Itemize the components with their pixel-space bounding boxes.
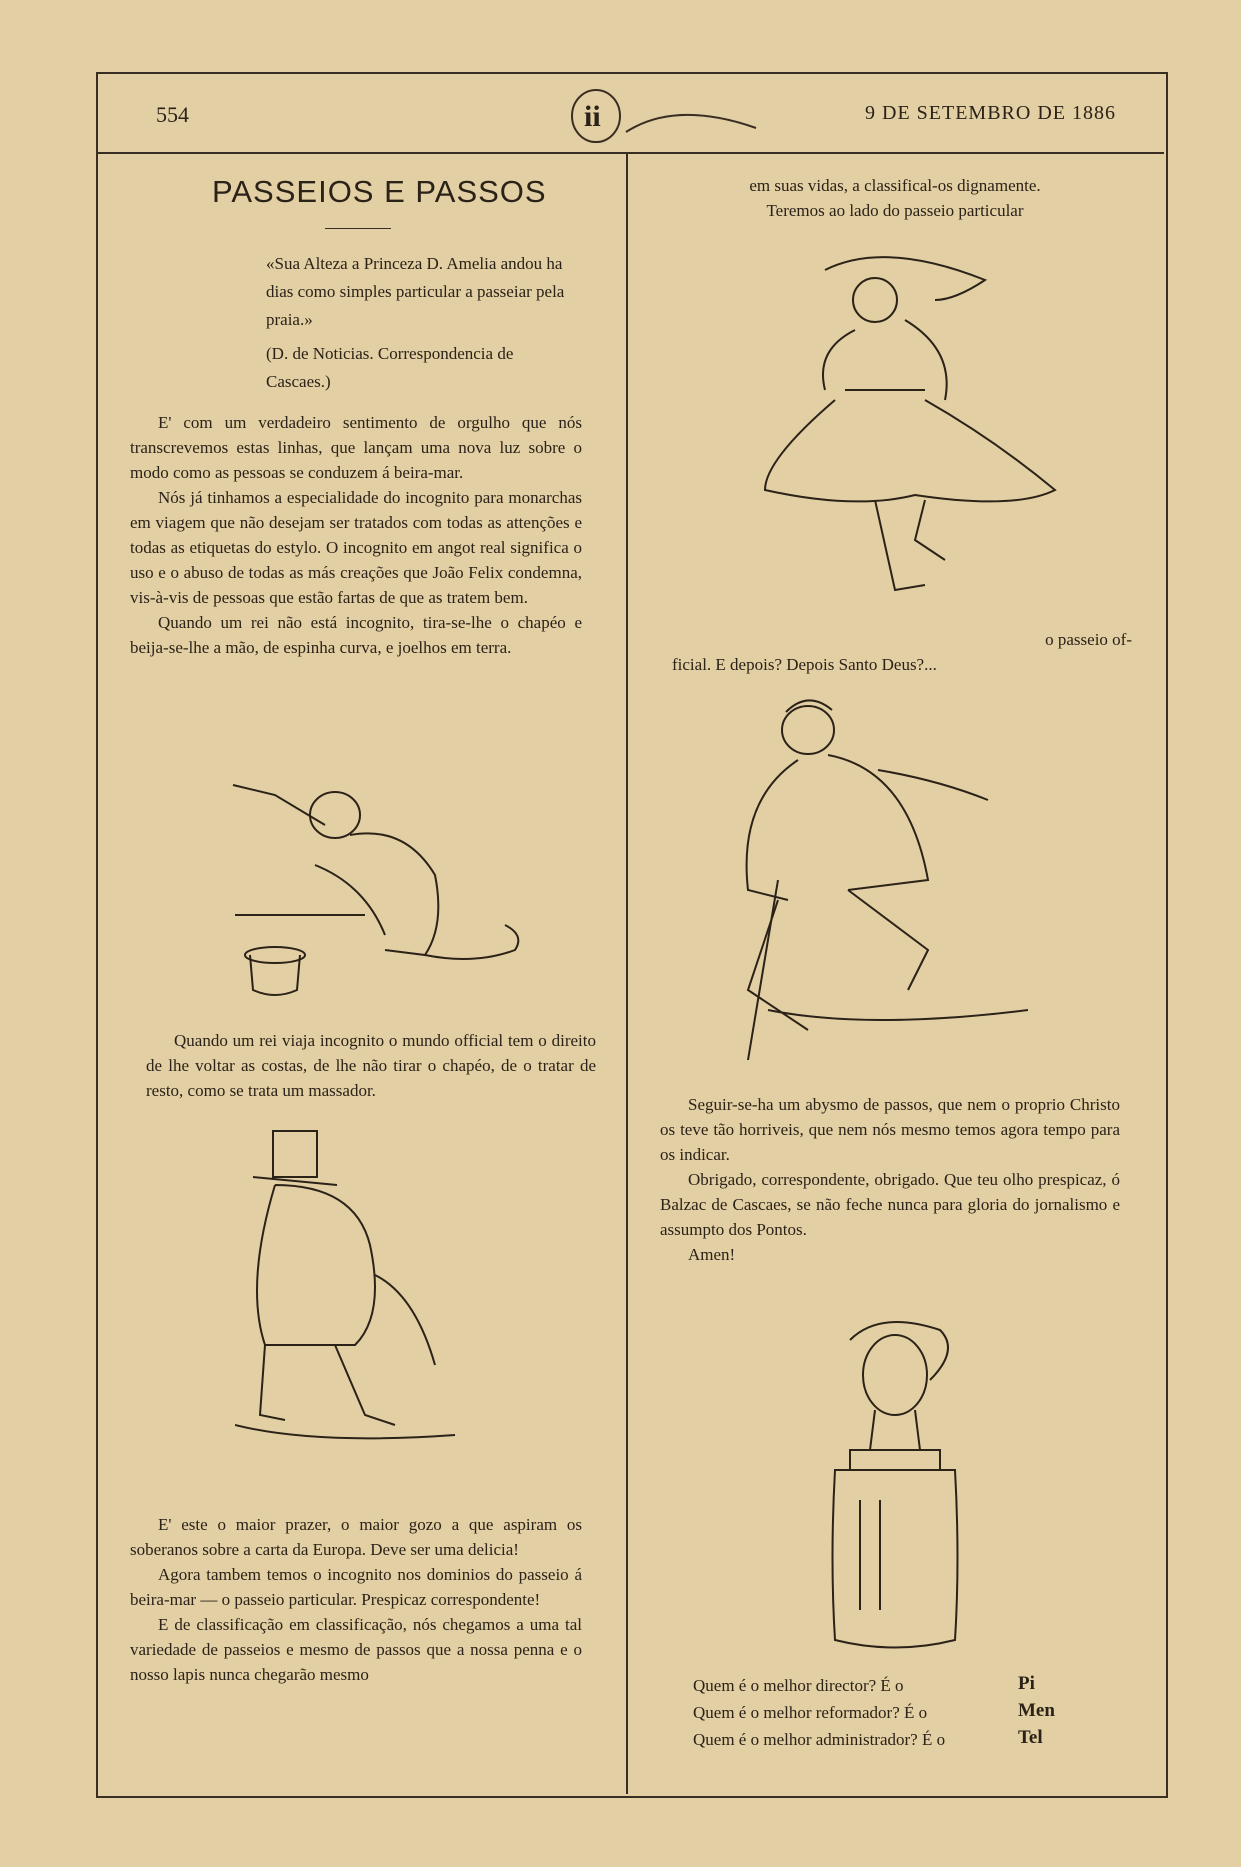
question-2: Quem é o melhor reformador? É o xyxy=(693,1703,928,1722)
right-text-block-1 xyxy=(660,173,1130,223)
title-rule xyxy=(325,228,391,229)
answer-3: Tel xyxy=(1018,1727,1043,1748)
answer-list xyxy=(1018,1670,1055,1751)
left-paragraph-2: Nós já tinhamos a especialidade do incognito para monarchas em viagem que não desejam ser tratados com todas as attenções e todas as etiquetas do estylo. O incognito em angot real significa o uso e o abuso de todas as más creações que João Felix condemna, vis-à-vis de pessoas que estão fartas de que as tratem bem. xyxy=(130,488,582,607)
right-paragraph-1: em suas vidas, a classifical-os dignamente. xyxy=(749,176,1041,195)
question-list xyxy=(693,1672,1013,1753)
page-header xyxy=(96,72,1164,154)
top-hat-man-illustration xyxy=(235,1125,505,1470)
right-paragraph-4: Obrigado, correspondente, obrigado. Que teu olho prespicaz, ó Balzac de Cascaes, se não feche nunca para gloria do jornalismo e assumpto dos Pontos. xyxy=(660,1170,1120,1239)
masthead-logo xyxy=(556,80,796,148)
left-paragraph-3: Quando um rei não está incognito, tira-se-lhe o chapéo e beija-se-lhe a mão, de espinha curva, e joelhos em terra. xyxy=(130,613,582,657)
walking-man-illustration xyxy=(728,690,1028,1070)
question-1: Quem é o melhor director? É o xyxy=(693,1676,904,1695)
left-text-block-3 xyxy=(130,1512,582,1687)
left-paragraph-5: E' este o maior prazer, o maior gozo a que aspiram os soberanos sobre a carta da Europa. Deve ser uma delicia! xyxy=(130,1515,582,1559)
issue-date: 9 DE SETEMBRO DE 1886 xyxy=(865,102,1116,124)
article-epigraph xyxy=(266,250,582,334)
kneeling-man-illustration xyxy=(215,765,595,1005)
masthead-emblem-icon xyxy=(556,80,796,148)
right-paragraph-2: Teremos ao lado do passeio particular xyxy=(766,201,1024,220)
article-title: PASSEIOS E PASSOS xyxy=(212,174,547,209)
right-paragraph-5: Amen! xyxy=(688,1245,736,1264)
right-caption-line-1: o passeio of- xyxy=(1045,630,1132,649)
left-text-block-1 xyxy=(130,410,582,660)
answer-1: Pi xyxy=(1018,1673,1035,1694)
question-3: Quem é o melhor administrador? É o xyxy=(693,1730,946,1749)
page-number: 554 xyxy=(156,102,189,127)
left-text-block-2 xyxy=(146,1028,596,1103)
bust-on-pedestal-illustration xyxy=(820,1310,980,1670)
left-paragraph-4: Quando um rei viaja incognito o mundo official tem o direito de lhe voltar as costas, de lhe não tirar o chapéo, de o tratar de resto, como se trata um massador. xyxy=(146,1031,596,1100)
right-text-block-2 xyxy=(672,627,1132,677)
left-paragraph-7: E de classificação em classificação, nós chegamos a uma tal variedade de passeios e mesmo de passos que a nossa penna e o nosso lapis nunca chegarão mesmo xyxy=(130,1615,582,1684)
right-caption-line-2: ficial. E depois? Depois Santo Deus?... xyxy=(672,655,937,674)
column-divider xyxy=(626,152,628,1794)
left-paragraph-1: E' com um verdadeiro sentimento de orgulho que nós transcrevemos estas linhas, que lançam uma nova luz sobre o modo como as pessoas se conduzem á beira-mar. xyxy=(130,413,582,482)
answer-2: Men xyxy=(1018,1700,1055,1721)
epigraph-source: (D. de Noticias. Correspondencia de Cascaes.) xyxy=(266,344,514,391)
right-paragraph-3: Seguir-se-ha um abysmo de passos, que nem o proprio Christo os teve tão horriveis, que nem nós mesmo temos agora tempo para os indicar. xyxy=(660,1095,1120,1164)
epigraph-text: «Sua Alteza a Princeza D. Amelia andou ha dias como simples particular a passeiar pela praia.» xyxy=(266,254,565,329)
right-text-block-3 xyxy=(660,1092,1120,1267)
svg-text:ii: ii xyxy=(584,100,601,133)
left-paragraph-6: Agora tambem temos o incognito nos dominios do passeio á beira-mar — o passeio particular. Prespicaz correspondente! xyxy=(130,1565,582,1609)
dancing-woman-illustration xyxy=(755,240,1065,630)
